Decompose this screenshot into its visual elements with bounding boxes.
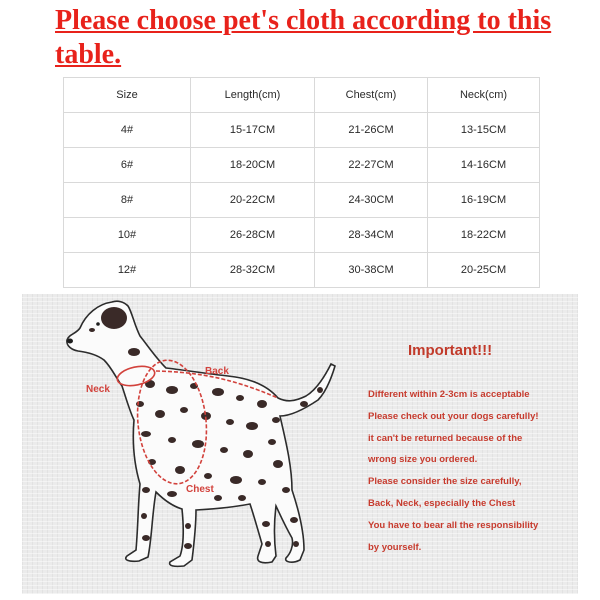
chest-label: Chest — [186, 484, 214, 495]
table-row — [64, 113, 540, 148]
cell-chest: 22-27CM — [315, 148, 428, 183]
cell-chest: 21-26CM — [315, 113, 428, 148]
cell-neck: 16-19CM — [428, 183, 540, 218]
header-neck: Neck(cm) — [428, 78, 540, 113]
cell-neck: 20-25CM — [428, 253, 540, 288]
cell-neck: 18-22CM — [428, 218, 540, 253]
page-heading: Please choose pet's cloth according to this table. — [55, 5, 552, 70]
cell-size: 6# — [64, 148, 191, 183]
note-line: Different within 2-3cm is acceptable — [368, 389, 530, 400]
measurement-panel — [22, 294, 578, 594]
cell-chest: 24-30CM — [315, 183, 428, 218]
cell-length: 15-17CM — [191, 113, 315, 148]
header-size: Size — [64, 78, 191, 113]
size-table — [63, 77, 540, 288]
note-line: Please check out your dogs carefully! — [368, 410, 539, 422]
important-title: Important!!! — [408, 342, 493, 359]
cell-length: 18-20CM — [191, 148, 315, 183]
table-row — [64, 218, 540, 253]
important-notes — [368, 384, 573, 558]
cell-neck: 14-16CM — [428, 148, 540, 183]
header-chest: Chest(cm) — [315, 78, 428, 113]
cell-chest: 28-34CM — [315, 218, 428, 253]
cell-chest: 30-38CM — [315, 253, 428, 288]
note-line: Back, Neck, especially the Chest — [368, 497, 516, 509]
note-line: You have to bear all the responsibility — [368, 519, 539, 531]
dog-silhouette — [67, 301, 335, 566]
cell-size: 8# — [64, 183, 191, 218]
neck-label: Neck — [86, 384, 110, 395]
note-line: by yourself. — [368, 541, 422, 553]
back-label: Back — [205, 366, 229, 377]
table-header-row — [64, 78, 540, 113]
cell-size: 10# — [64, 218, 191, 253]
cell-size: 12# — [64, 253, 191, 288]
table-row — [64, 148, 540, 183]
cell-size: 4# — [64, 113, 191, 148]
cell-neck: 13-15CM — [428, 113, 540, 148]
table-row — [64, 253, 540, 288]
cell-length: 26-28CM — [191, 218, 315, 253]
header-length: Length(cm) — [191, 78, 315, 113]
note-line: Please consider the size carefully, — [368, 476, 522, 488]
note-line: wrong size you ordered. — [368, 454, 478, 466]
cell-length: 20-22CM — [191, 183, 315, 218]
table-row — [64, 183, 540, 218]
note-line: it can't be returned because of the — [368, 432, 523, 444]
cell-length: 28-32CM — [191, 253, 315, 288]
